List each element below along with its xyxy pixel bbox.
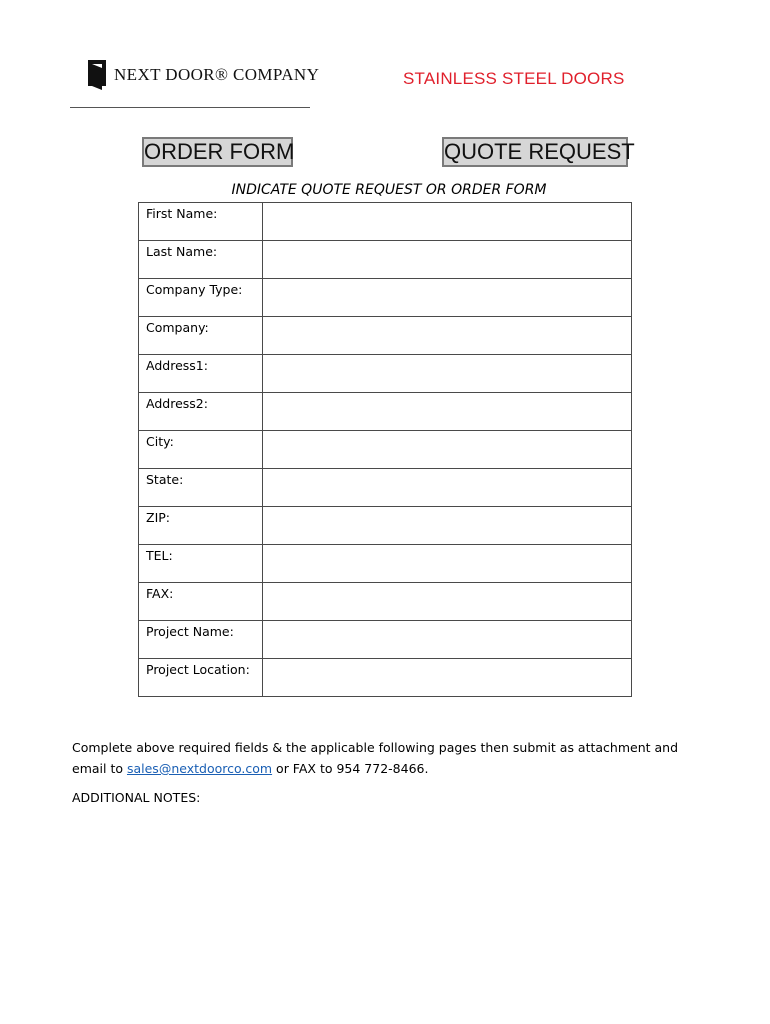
field-cell [263, 241, 632, 279]
field-cell [263, 393, 632, 431]
form-row [139, 203, 632, 241]
field-label: Project Name: [139, 621, 263, 659]
submission-instructions [72, 737, 712, 779]
instructions-suffix: or FAX to 954 772-8466. [272, 761, 429, 776]
form-row [139, 583, 632, 621]
field-cell [263, 507, 632, 545]
form-row [139, 431, 632, 469]
sales-email-link[interactable]: sales@nextdoorco.com [126, 761, 273, 776]
form-row [139, 241, 632, 279]
form-row [139, 317, 632, 355]
field-label: Last Name: [139, 241, 263, 279]
form-row [139, 659, 632, 697]
instructions-prefix: Complete above required fields & the applicable following pages then submit as attachment and email to [72, 740, 679, 776]
field-cell [263, 317, 632, 355]
field-label: FAX: [139, 583, 263, 621]
field-cell [263, 621, 632, 659]
field-label: Company: [139, 317, 263, 355]
field-label: Company Type: [139, 279, 263, 317]
field-input[interactable] [263, 279, 631, 315]
field-input[interactable] [263, 583, 631, 619]
contact-form-table [138, 202, 632, 697]
field-input[interactable] [263, 507, 631, 543]
form-row [139, 279, 632, 317]
field-cell [263, 431, 632, 469]
field-label: TEL: [139, 545, 263, 583]
field-cell [263, 583, 632, 621]
field-input[interactable] [263, 469, 631, 505]
field-input[interactable] [263, 431, 631, 467]
form-row [139, 621, 632, 659]
field-input[interactable] [263, 241, 631, 277]
form-row [139, 469, 632, 507]
field-label: Address1: [139, 355, 263, 393]
field-input[interactable] [263, 621, 631, 657]
header-divider [70, 107, 310, 108]
field-label: Address2: [139, 393, 263, 431]
field-cell [263, 545, 632, 583]
field-input[interactable] [263, 203, 631, 239]
product-headline: STAINLESS STEEL DOORS [403, 69, 625, 88]
field-label: City: [139, 431, 263, 469]
field-label: Project Location: [139, 659, 263, 697]
form-instruction-heading: INDICATE QUOTE REQUEST OR ORDER FORM [231, 182, 547, 198]
field-cell [263, 355, 632, 393]
door-logo-icon [86, 58, 108, 92]
form-row [139, 393, 632, 431]
field-cell [263, 469, 632, 507]
company-logo [86, 58, 319, 92]
form-row [139, 545, 632, 583]
field-label: ZIP: [139, 507, 263, 545]
field-label: First Name: [139, 203, 263, 241]
quote-request-option[interactable]: QUOTE REQUEST [442, 137, 628, 167]
field-input[interactable] [263, 355, 631, 391]
field-input[interactable] [263, 545, 631, 581]
order-form-option[interactable]: ORDER FORM [142, 137, 293, 167]
form-row [139, 507, 632, 545]
additional-notes-label: ADDITIONAL NOTES: [72, 790, 201, 805]
field-cell [263, 279, 632, 317]
field-input[interactable] [263, 659, 631, 695]
logo-text: NEXT DOOR® COMPANY [114, 65, 320, 84]
field-label: State: [139, 469, 263, 507]
field-cell [263, 659, 632, 697]
field-input[interactable] [263, 393, 631, 429]
field-cell [263, 203, 632, 241]
form-row [139, 355, 632, 393]
field-input[interactable] [263, 317, 631, 353]
